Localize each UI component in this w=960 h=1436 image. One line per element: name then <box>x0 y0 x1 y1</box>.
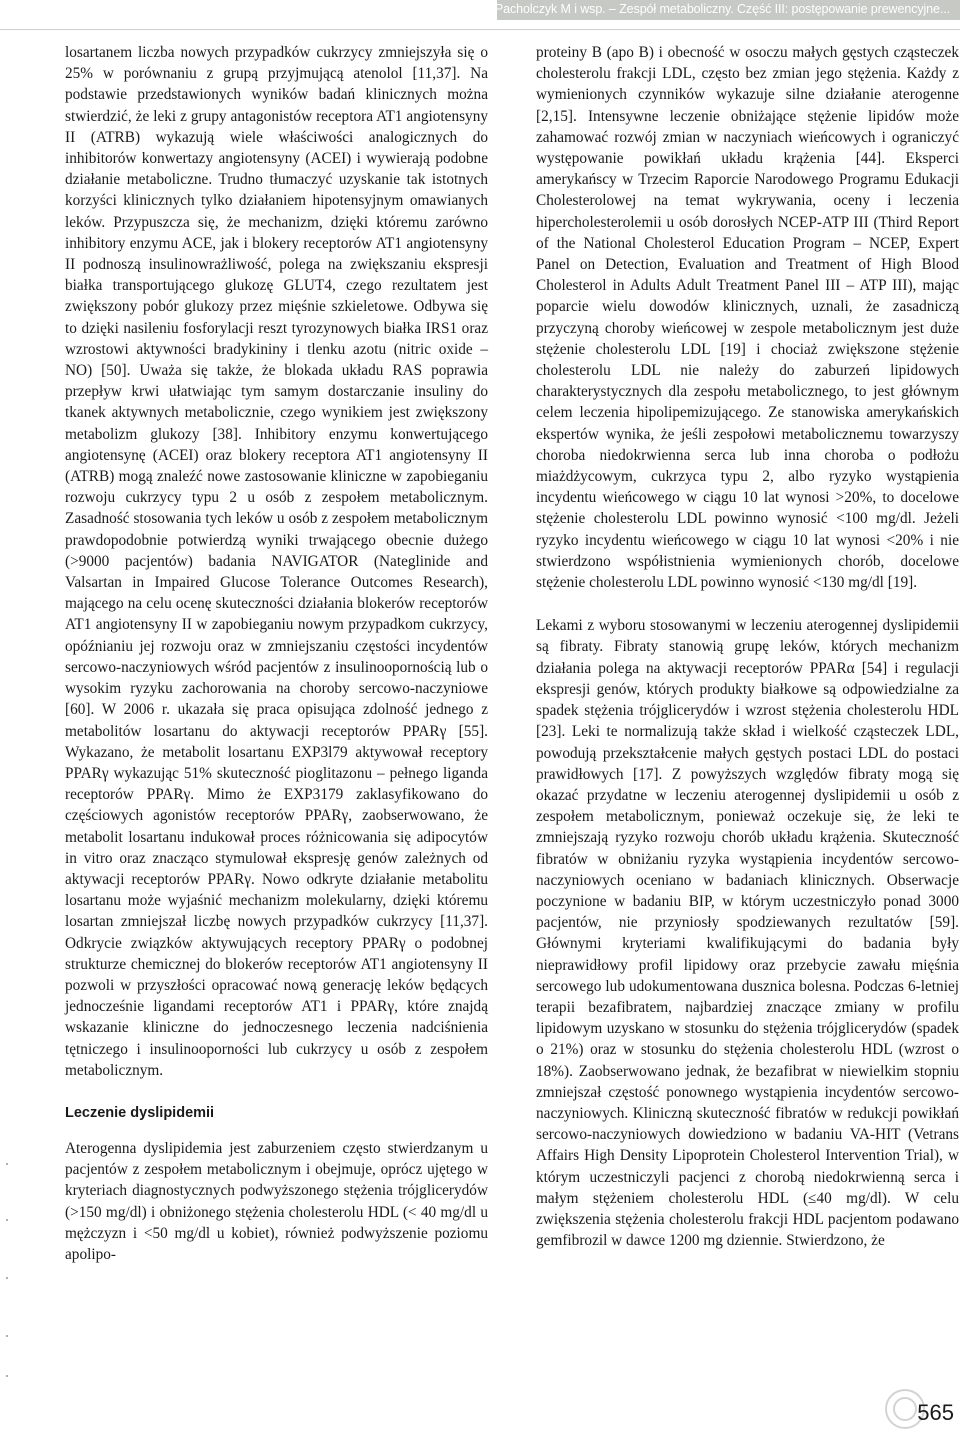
running-header-title: Pacholczyk M i wsp. – Zespół metaboliczny. Część III: postępowanie prewencyjne... <box>494 2 950 16</box>
right-column <box>536 42 959 1251</box>
spacer <box>65 1081 488 1103</box>
left-paragraph-1: losartanem liczba nowych przypadków cukrzycy zmniejszyła się o 25% w porównaniu z grupą przyjmującą atenolol [11,37]. Na podstawie przedstawionych wyników badań klinicznych można stwierdzić, że leki z grupy antagonistów receptora AT1 angiotensyny II (ATRB) wykazują wiele właściwości analogicznych do inhibitorów konwertazy angiotensyny (ACEI) i wywierają podobne działanie metaboliczne. Trudno tłumaczyć uzyskanie tak istotnych korzyści klinicznych tylko działaniem hipotensyjnym omawianych leków. Przypuszcza się, że mechanizm, dzięki któremu zarówno inhibitory enzymu ACE, jak i blokery receptorów AT1 angiotensyny II podnoszą insulinowrażliwość, polega na zwiększaniu ekspresji białka transportującego glukozę GLUT4, czego rezultatem jest zwiększony pobór glukozy przez mięśnie szkieletowe. Odbywa się to dzięki nasileniu fosforylacji reszt tyrozynowych białka IRS1 oraz wzrostowi aktywności bradykininy i tlenku azotu (nitric oxide – NO) [50]. Uważa się także, że blokada układu RAS poprawia przepływ krwi ułatwiając tym samym dostarczanie insuliny do tkanek aktywnych metabolicznie, czego wynikiem jest zwiększony metabolizm glukozy [38]. Inhibitory enzymu konwertującego angiotensynę (ACEI) oraz blokery receptora AT1 angiotensyny II (ATRB) mogą znaleźć nowe zastosowanie kliniczne w zapobieganiu rozwoju cukrzycy typu 2 u osób z zespołem metabolicznym. Zasadność stosowania tych leków u osób z zespołem metabolicznym prawdopodobnie potwierdzą wyniki trwającego obecnie dużego (>9000 pacjentów) badania NAVIGATOR (Nateglinide and Valsartan in Impaired Glucose Tolerance Outcomes Research), mającego na celu ocenę skuteczności działania blokerów receptorów AT1 angiotensyny II w zapobieganiu nowym przypadkom cukrzycy, opóźnianiu jej rozwoju oraz w zmniejszaniu częstości incydentów sercowo-naczyniowych wśród pacjentów z insulinoopornością lub o wysokim ryzyku zachorowania na choroby sercowo-naczyniowe [60]. W 2006 r. ukazała się praca opisująca zdolność jednego z metabolitów losartanu do aktywacji receptorów PPARγ [55]. Wykazano, że metabolit losartanu EXP3l79 aktywował receptory PPARγ wykazując 51% skuteczność pioglitazonu – pełnego liganda receptorów PPARγ. Mimo że EXP3179 zaklasyfikowano do częściowych agonistów receptorów PPARγ, zaobserwowano, że metabolit losartanu indukował proces różnicowania się adipocytów in vitro oraz znacząco stymulował ekspresję genów zależnych od aktywacji receptorów PPARγ. Nowo odkryte działanie metabolitu losartanu może wyjaśnić mechanizm molekularny, dzięki któremu losartan zmniejszał liczbę nowych przypadków cukrzycy [11,37]. Odkrycie związków aktywujących receptory PPARγ o podobnej strukturze chemicznej do blokerów receptorów AT1 angiotensyny II pozwoli w przyszłości opracować nową generację leków będących jednocześnie ligandami receptorów AT1 i PPARγ, które znajdą wskazanie kliniczne do jednoczesnego leczenia nadciśnienia tętniczego i insulinooporności lub cukrzycy u osób z zespołem metabolicznym. <box>65 44 488 1079</box>
left-column <box>65 42 488 1265</box>
right-paragraph-1: proteiny B (apo B) i obecność w osoczu małych gęstych cząsteczek cholesterolu frakcji LDL, często bez zmian jego stężenia. Każdy z wymienionych czynników wykazuje silne działanie aterogenne [2,15]. Intensywne leczenie obniżające stężenie lipidów może zahamować rozwój zmian w naczyniach wieńcowych i ograniczyć występowanie powikłań układu krążenia [44]. Eksperci amerykańscy w Trzecim Raporcie Narodowego Programu Edukacji Cholesterolowej na temat wykrywania, oceny i leczenia hipercholesterolemii u osób dorosłych NCEP-ATP III (Third Report of the National Cholesterol Education Program – NCEP, Expert Panel on Detection, Evaluation and Treatment of High Blood Cholesterol in Adults Adult Treatment Panel III – ATP III), mając poparcie wielu dowodów klinicznych, uznali, że zasadniczą przyczyną choroby wieńcowej w zespole metabolicznym jest duże stężenie cholesterolu LDL [19] i chociaż zwiększone stężenie cholesterolu LDL nie należy do zaburzeń lipidowych charakterystycznych dla zespołu metabolicznego, to jest głównym celem leczenia hipolipemizującego. Ze stanowiska amerykańskich ekspertów wynika, że jeśli zespołowi metabolicznemu towarzyszy choroba niedokrwienna serca lub inna choroba o podłożu miażdżycowym, cukrzyca typu 2, albo ryzyko wystąpienia incydentu wieńcowego w ciągu 10 lat wynosi >20%, to docelowe stężenie cholesterolu LDL powinno wynosić <100 mg/dl. Jeżeli ryzyko incydentu wieńcowego w ciągu 10 lat wynosi <20% i nie stwierdzono współistnienia wymienionych chorób, docelowe stężenie cholesterolu LDL powinno wynosić <130 mg/dl [19]. <box>536 44 959 592</box>
left-paragraph-2: Aterogenna dyslipidemia jest zaburzeniem często stwierdzanym u pacjentów z zespołem metabolicznym i obejmuje, oprócz ujętego w kryteriach diagnostycznych podwyższonego stężenia trójglicerydów (>150 mg/dl) i obniżonego stężenia cholesterolu HDL (< 40 mg/dl u mężczyzn i <50 mg/dl u kobiet), również podwyższenie poziomu apolipo- <box>65 1139 488 1263</box>
header-divider <box>0 29 960 30</box>
page-number: 565 <box>917 1400 954 1425</box>
section-heading: Leczenie dyslipidemii <box>65 1104 215 1121</box>
spacer <box>536 593 959 615</box>
running-header-bar <box>494 0 960 20</box>
right-paragraph-2: Lekami z wyboru stosowanymi w leczeniu aterogennej dyslipidemii są fibraty. Fibraty stanowią grupę leków, których mechanizm działania polega na aktywacji receptorów PPARα [54] i regulacji ekspresji genów, których produkty białkowe są odpowiedzialne za spadek stężenia trójglicerydów i wzrost stężenia cholesterolu HDL [23]. Leki te normalizują także skład i wielkość cząsteczek LDL, powodują przekształcenie małych gęstych postaci LDL do postaci prawidłowych [17]. Z powyższych względów fibraty mogą się okazać przydatne w leczeniu aterogennej dyslipidemii u osób z zespołem metabolicznym, ponieważ oczekuje się, że leki te zmniejszają ryzyko rozwoju chorób układu krążenia. Skuteczność fibratów w obniżaniu ryzyka wystąpienia incydentów sercowo-naczyniowych oceniano w badaniach klinicznych. Obserwacje poczynione w badaniu BIP, w którym uczestniczyło ponad 3000 pacjentów, nie przyniosły spodziewanych rezultatów [59]. Głównymi kryteriami kwalifikującymi do badania były nieprawidłowy profil lipidowy oraz przebycie zawału mięśnia sercowego lub udokumentowana dusznica bolesna. Podczas 6-letniej terapii bezafibratem, najbardziej znaczące zmiany w profilu lipidowym uzyskano w stosunku do stężenia trójglicerydów (spadek o 21%) oraz w stosunku do stężenia cholesterolu HDL (wzrost o 18%). Zaobserwowano jednak, że bezafibrat w niewielkim stopniu zmniejszał częstość ponownego wystąpienia incydentów sercowo-naczyniowych. Kliniczną skuteczność fibratów w redukcji powikłań sercowo-naczyniowych dowiedziono w badaniu VA-HIT (Vetrans Affairs High Density Lipoprotein Cholesterol Intervention Trial), w którym uczestniczyli pacjenci z chorobą niedokrwienną serca i małym stężeniem cholesterolu HDL (≤40 mg/dl). W celu zwiększenia stężenia cholesterolu frakcji HDL pacjentom podawano gemfibrozil w dawce 1200 mg dziennie. Stwierdzono, że <box>536 617 959 1250</box>
margin-marks <box>5 1160 9 1380</box>
spacer <box>65 1124 488 1138</box>
